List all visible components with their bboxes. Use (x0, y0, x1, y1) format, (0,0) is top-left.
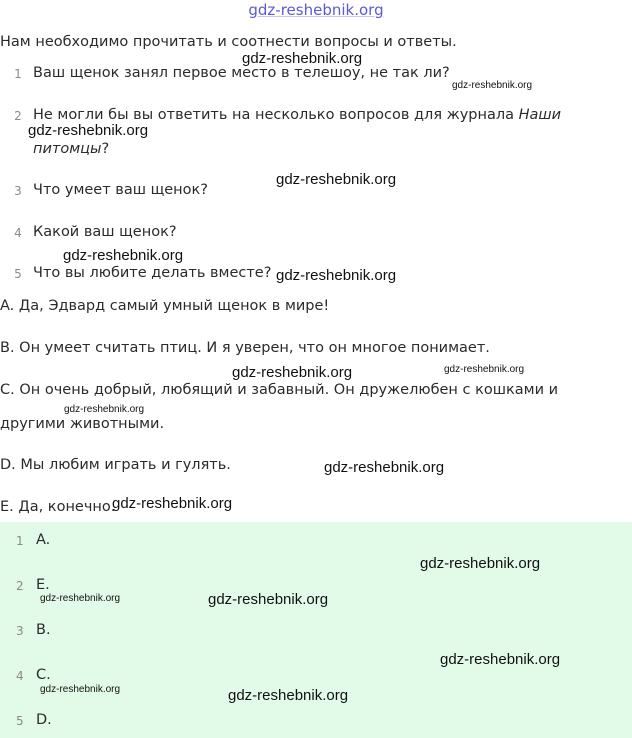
answer-text: A. Да, Эдвард самый умный щенок в мире! (0, 298, 330, 314)
question-mark: ? (101, 141, 110, 157)
question-text-continued (33, 141, 109, 157)
watermark: gdz-reshebnik.org (64, 404, 145, 415)
question-text (33, 107, 561, 123)
key-number: 5 (16, 714, 24, 728)
answer-text: E. Да, конечно. (0, 499, 116, 515)
question-text: Какой ваш щенок? (33, 224, 177, 240)
watermark: gdz-reshebnik.org (452, 80, 533, 91)
watermark: gdz-reshebnik.org (28, 122, 149, 139)
watermark: gdz-reshebnik.org (40, 684, 121, 695)
key-letter: A. (36, 532, 51, 548)
instruction-text: Нам необходимо прочитать и соотнести вопросы и ответы. (0, 34, 457, 50)
watermark: gdz-reshebnik.org (112, 495, 233, 512)
question-number: 2 (14, 109, 22, 123)
question-text: Что вы любите делать вместе? (33, 265, 272, 281)
key-number: 3 (16, 624, 24, 638)
question-number: 1 (14, 67, 22, 81)
answer-text-continued: другими животными. (0, 416, 165, 432)
question-text: Ваш щенок занял первое место в телешоу, не так ли? (33, 65, 450, 81)
magazine-name-part1: Наши (518, 107, 562, 123)
answer-text: C. Он очень добрый, любящий и забавный. Он дружелюбен с кошками и (0, 382, 559, 398)
key-number: 2 (16, 579, 24, 593)
key-letter: B. (36, 622, 51, 638)
question-number: 3 (14, 184, 22, 198)
question-text: Что умеет ваш щенок? (33, 182, 208, 198)
watermark: gdz-reshebnik.org (40, 593, 121, 604)
watermark: gdz-reshebnik.org (242, 50, 363, 67)
magazine-name-part2: питомцы (33, 141, 102, 157)
key-number: 4 (16, 669, 24, 683)
watermark: gdz-reshebnik.org (444, 364, 525, 375)
question-number: 5 (14, 267, 22, 281)
watermark: gdz-reshebnik.org (324, 459, 445, 476)
watermark: gdz-reshebnik.org (276, 171, 397, 188)
watermark: gdz-reshebnik.org (208, 591, 329, 608)
watermark: gdz-reshebnik.org (440, 651, 561, 668)
key-letter: D. (36, 712, 52, 728)
answer-text: B. Он умеет считать птиц. И я уверен, что он многое понимает. (0, 340, 490, 356)
key-letter: C. (36, 667, 51, 683)
question-number: 4 (14, 226, 22, 240)
site-header-link[interactable]: gdz-reshebnik.org (248, 1, 384, 19)
watermark: gdz-reshebnik.org (228, 687, 349, 704)
watermark: gdz-reshebnik.org (63, 247, 184, 264)
answer-text: D. Мы любим играть и гулять. (0, 457, 231, 473)
watermark: gdz-reshebnik.org (420, 555, 541, 572)
watermark: gdz-reshebnik.org (276, 267, 397, 284)
question-text-main: Не могли бы вы ответить на несколько вопросов для журнала (33, 107, 515, 123)
key-number: 1 (16, 534, 24, 548)
key-letter: E. (36, 577, 50, 593)
watermark: gdz-reshebnik.org (232, 364, 353, 381)
